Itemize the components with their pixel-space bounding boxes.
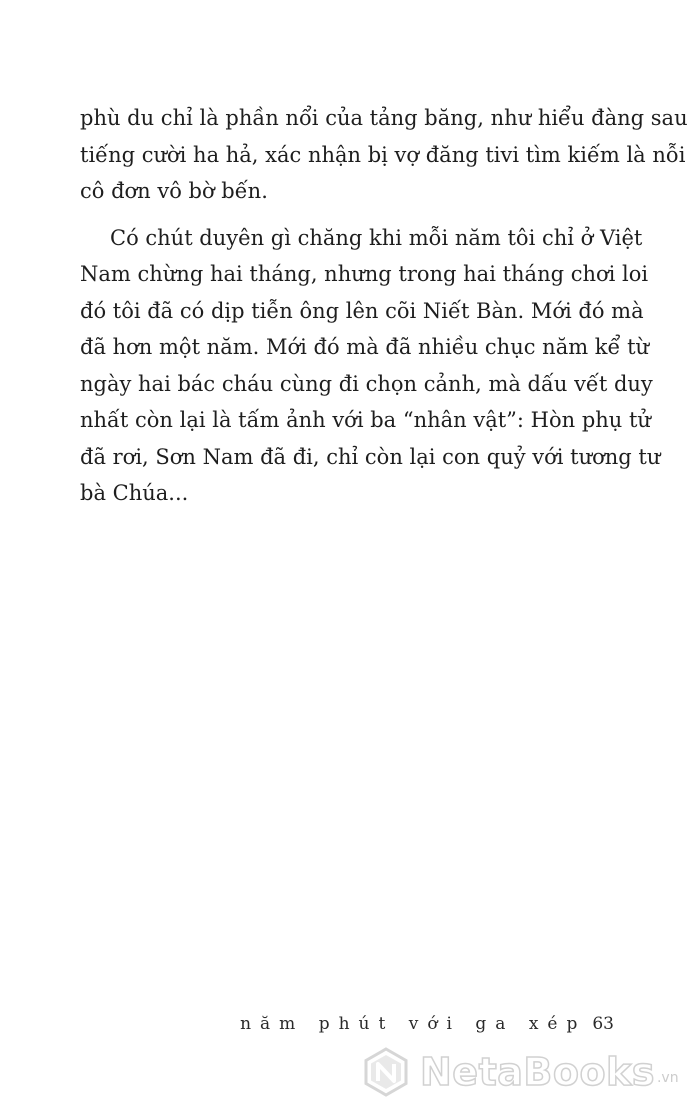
text-line: cô đơn vô bờ bến.	[80, 179, 268, 203]
watermark-brand: NetaBooks	[420, 1050, 655, 1094]
text-line: Nam chừng hai tháng, nhưng trong hai tháng chơi loi	[80, 262, 649, 286]
watermark-suffix: .vn	[656, 1070, 679, 1086]
text-line: ngày hai bác cháu cùng đi chọn cảnh, mà dấu vết duy	[80, 371, 653, 396]
paragraph-1	[80, 100, 688, 210]
text-line: đó tôi đã có dịp tiễn ông lên cõi Niết Bàn. Mới đó mà	[80, 298, 644, 323]
text-line: bà Chúa...	[80, 481, 189, 505]
watermark	[360, 1046, 679, 1098]
body-text	[80, 100, 688, 512]
netabooks-logo-icon	[360, 1046, 412, 1098]
page-number: 63	[592, 1014, 614, 1034]
text-line: Có chút duyên gì chăng khi mỗi năm tôi chỉ ở Việt	[110, 225, 643, 250]
paragraph-2	[80, 220, 661, 512]
text-line: đã rơi, Sơn Nam đã đi, chỉ còn lại con quỷ với tương tư	[80, 444, 661, 469]
text-line: đã hơn một năm. Mới đó mà đã nhiều chục năm kể từ	[80, 335, 650, 359]
text-line: tiếng cười ha hả, xác nhận bị vợ đăng tivi tìm kiếm là nỗi	[80, 142, 686, 167]
text-line: nhất còn lại là tấm ảnh với ba “nhân vật”: Hòn phụ tử	[80, 408, 651, 432]
paragraph-gap	[80, 210, 610, 220]
running-title: năm phút với ga xép	[240, 1014, 587, 1034]
page-footer	[240, 1014, 614, 1034]
text-line: phù du chỉ là phần nổi của tảng băng, như hiểu đàng sau	[80, 106, 688, 130]
